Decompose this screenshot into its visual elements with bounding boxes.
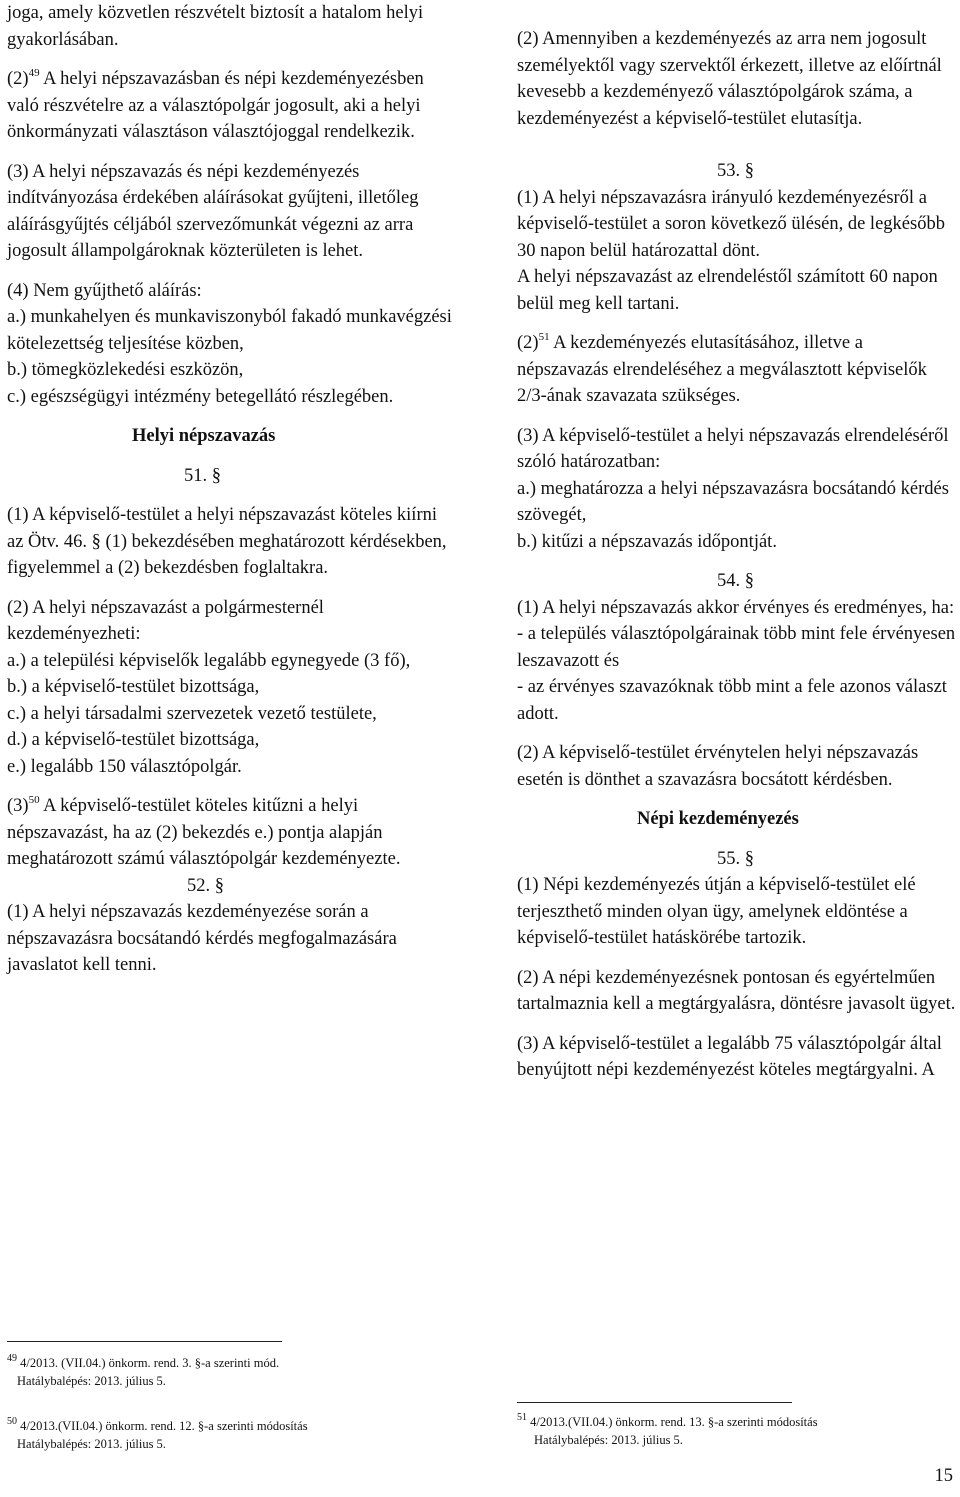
list-item-51-2e: e.) legalább 150 választópolgár. [7, 756, 242, 777]
footnote-divider [517, 1402, 792, 1403]
paragraph-51-3 [7, 793, 452, 873]
section-number-51: 51. § [184, 465, 221, 486]
paragraph-number: (3) [7, 796, 29, 816]
paragraph-51-2: (2) A helyi népszavazást a polgármesternél kezdeményezheti: [7, 597, 324, 644]
paragraph-50-4-title: (4) Nem gyűjthető aláírás: [7, 280, 202, 301]
paragraph-53-3: (3) A képviselő-testület a helyi népszavazás elrendeléséről szóló határozatban: [517, 425, 949, 472]
footnote-49 [7, 1354, 447, 1390]
paragraph-54-1: (1) A helyi népszavazás akkor érvényes és eredményes, ha: [517, 597, 955, 618]
list-item-53-3b: b.) kitűzi a népszavazás időpontját. [517, 531, 777, 552]
footnote-effective-date: Hatálybalépés: 2013. július 5. [17, 1437, 166, 1451]
paragraph-51-1: (1) A képviselő-testület a helyi népszavazást köteles kiírni az Ötv. 46. § (1) bekezdésében meghatározott kérdésekben, figyelemmel a (2) bekezdésben foglaltakra. [7, 505, 447, 578]
paragraph-text: A helyi népszavazásban és népi kezdeményezésben való részvételre az a választópolgár jogosult, aki a helyi önkormányzati választáson választójoggal rendelkezik. [7, 69, 424, 142]
list-item-54-1a: - a település választópolgárainak több mint fele érvényesen leszavazott és [517, 624, 956, 671]
footnote-effective-date: Hatálybalépés: 2013. július 5. [17, 1374, 166, 1388]
paragraph-53-2 [517, 330, 957, 410]
footnote-ref-49[interactable]: 49 [28, 67, 40, 79]
footnote-text: 4/2013.(VII.04.) önkorm. rend. 12. §-a szerinti módosítás [17, 1419, 308, 1433]
paragraph-text: A képviselő-testület köteles kitűzni a helyi népszavazást, ha az (2) bekezdés e.) pontja alapján meghatározott számú választópolgár kezdeményezte. [7, 796, 401, 869]
footnote-number: 50 [7, 1416, 17, 1427]
footnote-text: 4/2013.(VII.04.) önkorm. rend. 13. §-a szerinti módosítás [527, 1415, 818, 1429]
page-number: 15 [934, 1466, 953, 1486]
paragraph-55-3: (3) A képviselő-testület a legalább 75 választópolgár által benyújtott népi kezdeményezést köteles megtárgyalni. A [517, 1033, 942, 1080]
footnote-51 [517, 1413, 957, 1449]
section-number-55: 55. § [717, 848, 754, 869]
list-item-51-2c: c.) a helyi társadalmi szervezetek vezető testülete, [7, 703, 377, 724]
paragraph-50-3: (3) A helyi népszavazás és népi kezdeményezés indítványozása érdekében aláírásokat gyűjteni, illetőleg aláírásgyűjtés céljából szervezőmunkát végezni az arra jogosult állampolgároknak közterületen is lehet. [7, 161, 419, 261]
list-item-51-2a: a.) a települési képviselők legalább egynegyede (3 fő), [7, 650, 411, 671]
section-number-53: 53. § [717, 161, 754, 181]
paragraph-text: A kezdeményezés elutasításához, illetve a népszavazás elrendeléséhez a megválasztott képviselők 2/3-ának szavazata szükséges. [517, 333, 927, 406]
list-item-54-1b: - az érvényes szavazóknak több mint a fele azonos választ adott. [517, 677, 947, 724]
paragraph-55-1: (1) Népi kezdeményezés útján a képviselő-testület elé terjeszthető minden olyan ügy, amelynek eldöntése a képviselő-testület hatáskörébe tartozik. [517, 875, 916, 948]
footnote-ref-51[interactable]: 51 [538, 331, 550, 343]
footnote-text: 4/2013. (VII.04.) önkorm. rend. 3. §-a szerinti mód. [17, 1356, 280, 1370]
right-column [517, 26, 957, 1084]
list-item-4c: c.) egészségügyi intézmény betegellátó részlegében. [7, 386, 394, 407]
footnote-number: 49 [7, 1353, 17, 1364]
footnote-ref-50[interactable]: 50 [28, 794, 40, 806]
paragraph-52-2: (2) Amennyiben a kezdeményezés az arra nem jogosult személyektől vagy szervektől érkezett, illetve az előírtnál kevesebb a kezdeményező választópolgárok száma, a kezdeményezést a képviselő-testület elutasítja. [517, 29, 942, 129]
footnote-number: 51 [517, 1412, 527, 1423]
footnote-effective-date: Hatálybalépés: 2013. július 5. [534, 1433, 683, 1447]
list-item-4a: a.) munkahelyen és munkaviszonyból fakadó munkavégzési kötelezettség teljesítése közben, [7, 307, 452, 354]
section-number-52: 52. § [187, 875, 224, 896]
paragraph-55-2: (2) A népi kezdeményezésnek pontosan és egyértelműen tartalmaznia kell a megtárgyalásra, döntésre javasolt ügyet. [517, 967, 956, 1014]
section-heading-nepi-kezdemenyezes: Népi kezdeményezés [637, 809, 799, 829]
paragraph-54-2: (2) A képviselő-testület érvénytelen helyi népszavazás esetén is dönthet a szavazásra bocsátott kérdésben. [517, 743, 919, 790]
section-number-54: 54. § [717, 571, 754, 591]
list-item-51-2b: b.) a képviselő-testület bizottsága, [7, 677, 260, 697]
paragraph-53-1: (1) A helyi népszavazásra irányuló kezdeményezésről a képviselő-testület a soron következő ülésén, de legkésőbb 30 napon belül határozattal dönt. [517, 187, 945, 261]
list-item-53-3a: a.) meghatározza a helyi népszavazásra bocsátandó kérdés szövegét, [517, 478, 949, 525]
paragraph-52-1: (1) A helyi népszavazás kezdeményezése során a népszavazásra bocsátandó kérdés megfogalmazására javaslatot kell tenni. [7, 902, 397, 975]
paragraph-intro: joga, amely közvetlen részvételt biztosít a hatalom helyi gyakorlásában. [7, 3, 424, 50]
left-column [7, 0, 452, 979]
paragraph-number: (2) [7, 69, 29, 89]
section-heading-helyi-nepszavazas: Helyi népszavazás [132, 426, 276, 446]
list-item-51-2d: d.) a képviselő-testület bizottsága, [7, 730, 260, 750]
list-item-4b: b.) tömegközlekedési eszközön, [7, 360, 244, 380]
paragraph-50-2 [7, 66, 452, 146]
paragraph-number: (2) [517, 333, 539, 353]
paragraph-53-1b: A helyi népszavazást az elrendeléstől számított 60 napon belül meg kell tartani. [517, 267, 938, 314]
footnote-divider [7, 1341, 282, 1342]
footnote-50 [7, 1417, 447, 1453]
